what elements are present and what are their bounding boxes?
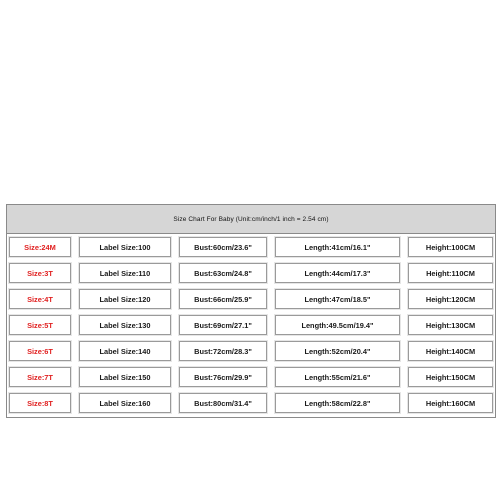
height-cell: Height:100CM — [408, 237, 493, 257]
label-size-cell: Label Size:100 — [79, 237, 171, 257]
size-cell: Size:4T — [9, 289, 71, 309]
label-size-cell: Label Size:110 — [79, 263, 171, 283]
label-size-cell: Label Size:120 — [79, 289, 171, 309]
bust-cell: Bust:66cm/25.9" — [179, 289, 267, 309]
height-cell: Height:110CM — [408, 263, 493, 283]
length-cell: Length:58cm/22.8" — [275, 393, 400, 413]
table-row — [7, 390, 495, 416]
size-cell: Size:3T — [9, 263, 71, 283]
label-size-cell: Label Size:130 — [79, 315, 171, 335]
table-row — [7, 364, 495, 390]
height-cell: Height:150CM — [408, 367, 493, 387]
table-row — [7, 312, 495, 338]
bust-cell: Bust:80cm/31.4" — [179, 393, 267, 413]
size-chart-title: Size Chart For Baby (Unit:cm/inch/1 inch = 2.54 cm) — [7, 205, 495, 234]
length-cell: Length:41cm/16.1" — [275, 237, 400, 257]
table-row — [7, 260, 495, 286]
label-size-cell: Label Size:140 — [79, 341, 171, 361]
size-cell: Size:8T — [9, 393, 71, 413]
bust-cell: Bust:69cm/27.1" — [179, 315, 267, 335]
size-cell: Size:7T — [9, 367, 71, 387]
size-cell: Size:5T — [9, 315, 71, 335]
height-cell: Height:130CM — [408, 315, 493, 335]
bust-cell: Bust:63cm/24.8" — [179, 263, 267, 283]
table-row — [7, 286, 495, 312]
height-cell: Height:140CM — [408, 341, 493, 361]
height-cell: Height:120CM — [408, 289, 493, 309]
label-size-cell: Label Size:160 — [79, 393, 171, 413]
bust-cell: Bust:72cm/28.3" — [179, 341, 267, 361]
label-size-cell: Label Size:150 — [79, 367, 171, 387]
size-chart-table — [6, 204, 496, 418]
table-row — [7, 234, 495, 260]
table-row — [7, 338, 495, 364]
bust-cell: Bust:60cm/23.6" — [179, 237, 267, 257]
length-cell: Length:52cm/20.4" — [275, 341, 400, 361]
size-cell: Size:24M — [9, 237, 71, 257]
bust-cell: Bust:76cm/29.9" — [179, 367, 267, 387]
length-cell: Length:47cm/18.5" — [275, 289, 400, 309]
height-cell: Height:160CM — [408, 393, 493, 413]
length-cell: Length:55cm/21.6" — [275, 367, 400, 387]
length-cell: Length:49.5cm/19.4" — [275, 315, 400, 335]
size-cell: Size:6T — [9, 341, 71, 361]
length-cell: Length:44cm/17.3" — [275, 263, 400, 283]
